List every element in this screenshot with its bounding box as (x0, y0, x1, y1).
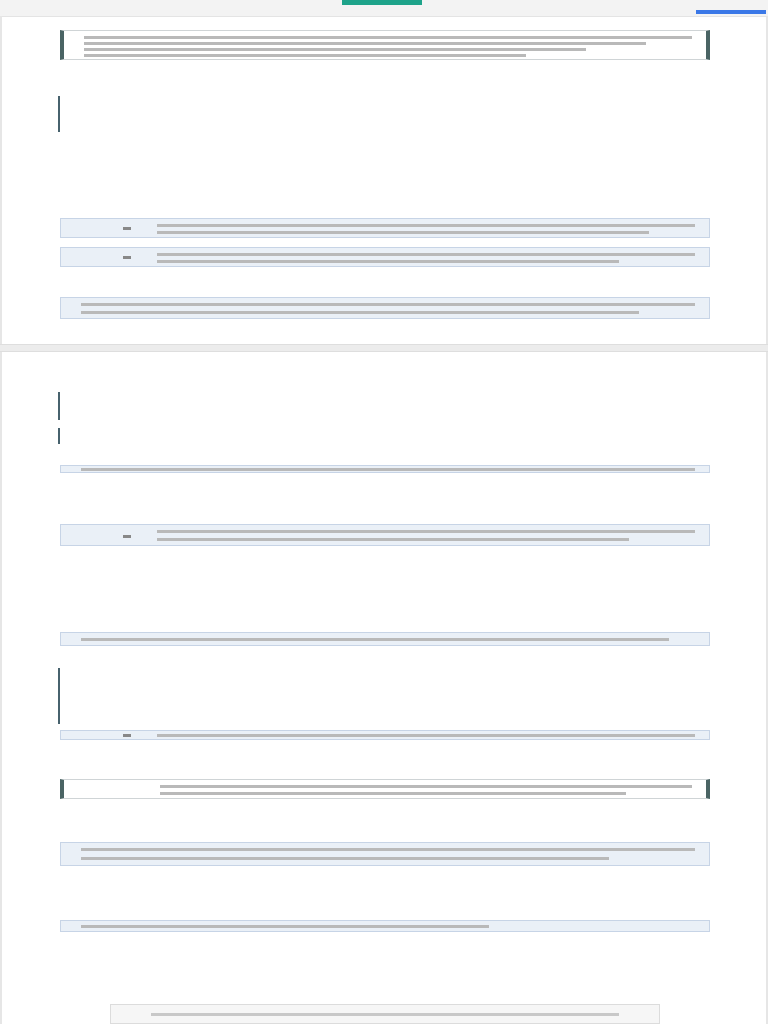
text-line (81, 638, 669, 641)
body-paragraph (60, 868, 710, 918)
text-line (157, 260, 619, 263)
body-paragraph (60, 548, 710, 630)
body-paragraph (60, 474, 710, 522)
text-line (81, 925, 489, 928)
body-paragraph (60, 322, 710, 342)
body-paragraph (60, 64, 710, 92)
body-paragraph (66, 666, 706, 726)
note-callout (60, 247, 710, 267)
note-callout (60, 465, 710, 473)
body-paragraph (66, 390, 706, 420)
top-toolbar (0, 0, 768, 17)
text-line (157, 224, 695, 227)
note-callout (60, 218, 710, 238)
note-callout (60, 730, 710, 740)
note-marker (123, 734, 131, 737)
text-line (84, 48, 586, 51)
text-line (81, 311, 639, 314)
left-frame (0, 16, 2, 1024)
abstract-box (60, 30, 710, 60)
quote-indicator (58, 96, 60, 132)
note-marker (123, 535, 131, 538)
text-line (84, 42, 646, 45)
primary-action-button[interactable] (696, 10, 766, 14)
body-paragraph (60, 802, 710, 840)
text-line (157, 530, 695, 533)
text-line (84, 54, 526, 57)
note-callout (60, 524, 710, 546)
body-paragraph (66, 424, 706, 446)
body-paragraph (66, 96, 706, 136)
note-marker (123, 256, 131, 259)
note-callout (60, 920, 710, 932)
text-line (157, 538, 629, 541)
body-paragraph (60, 268, 710, 294)
text-line (84, 36, 692, 39)
quote-indicator (58, 668, 60, 724)
note-marker (123, 227, 131, 230)
text-line (81, 303, 695, 306)
text-line (160, 785, 692, 788)
text-line (157, 231, 649, 234)
text-line (81, 468, 695, 471)
text-line (151, 1013, 619, 1016)
definition-box (60, 779, 710, 799)
note-callout (60, 842, 710, 866)
text-line (157, 253, 695, 256)
text-line (160, 792, 626, 795)
body-paragraph (60, 352, 710, 388)
active-tab[interactable] (342, 0, 422, 5)
quote-indicator (58, 428, 60, 444)
text-line (157, 734, 695, 737)
body-paragraph (60, 742, 710, 776)
body-paragraph (60, 934, 710, 1000)
note-callout (60, 297, 710, 319)
quote-indicator (58, 392, 60, 420)
note-callout (60, 632, 710, 646)
body-paragraph (60, 240, 710, 246)
page-break (0, 344, 768, 352)
body-paragraph (60, 648, 710, 664)
body-paragraph (60, 138, 710, 214)
text-line (81, 857, 609, 860)
footer-panel (110, 1004, 660, 1024)
text-line (81, 848, 695, 851)
